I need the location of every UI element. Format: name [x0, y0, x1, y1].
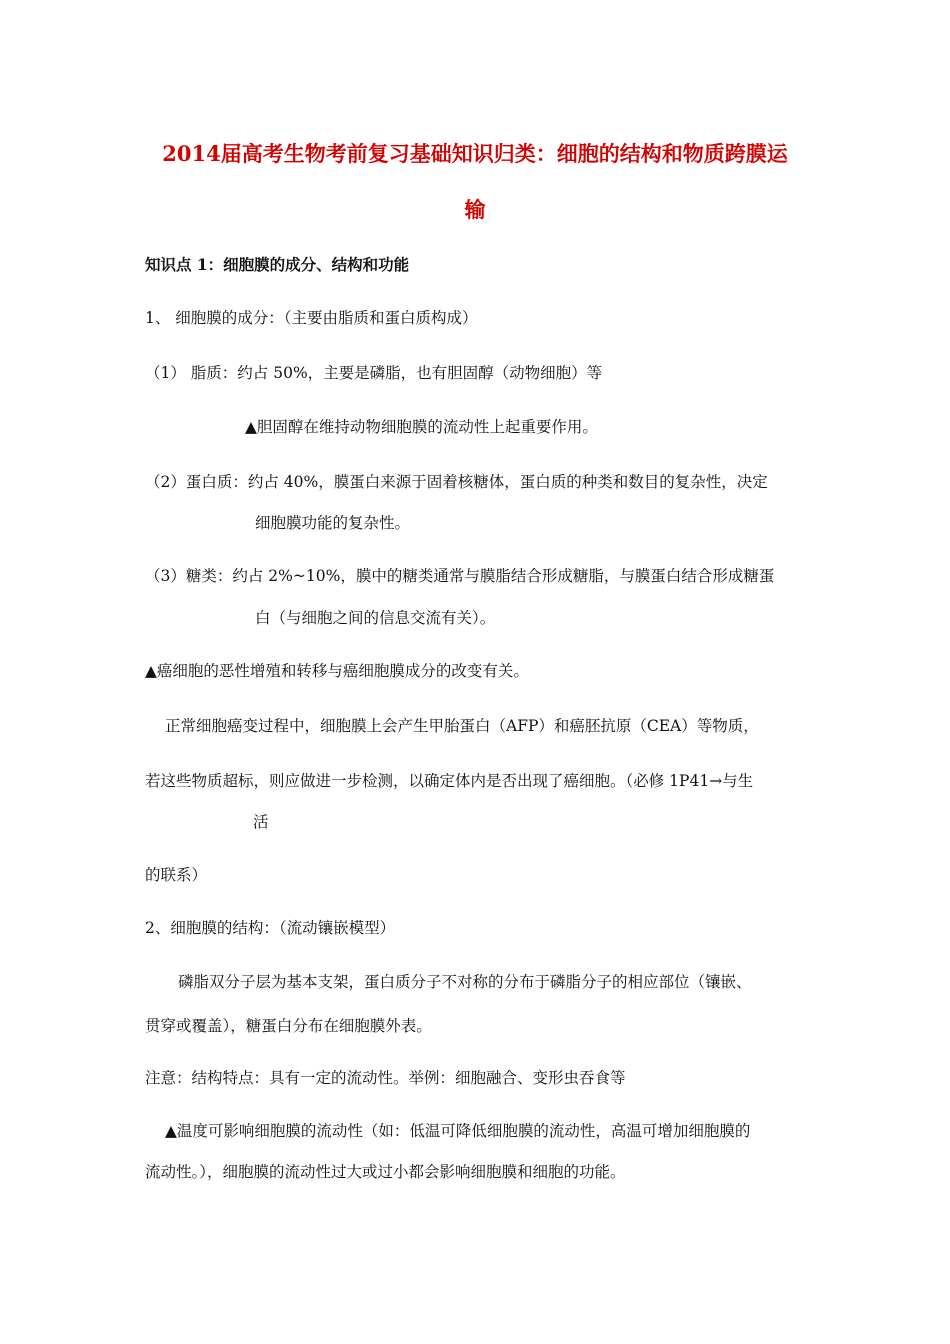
section-heading: 知识点 1：细胞膜的成分、结构和功能 [145, 255, 410, 274]
paragraph-membrane-composition: 1、 细胞膜的成分：（主要由脂质和蛋白质构成） [145, 309, 478, 327]
note-temperature-line2: 流动性。），细胞膜的流动性过大或过小都会影响细胞膜和细胞的功能。 [145, 1163, 626, 1181]
paragraph-proteins-line1: （2）蛋白质：约占 40%，膜蛋白来源于固着核糖体，蛋白质的种类和数目的复杂性，决定 [145, 473, 768, 491]
paragraph-cancer-line1: 正常细胞癌变过程中，细胞膜上会产生甲胎蛋白（AFP）和癌胚抗原（CEA）等物质， [165, 717, 759, 735]
paragraph-bilayer-line2: 贯穿或覆盖），糖蛋白分布在细胞膜外表。 [145, 1017, 432, 1035]
paragraph-cancer-line4: 的联系） [145, 866, 208, 884]
document-title-line1: 2014届高考生物考前复习基础知识归类：细胞的结构和物质跨膜运 [162, 141, 788, 166]
note-cholesterol: ▲胆固醇在维持动物细胞膜的流动性上起重要作用。 [245, 418, 598, 436]
paragraph-cancer-line2: 若这些物质超标，则应做进一步检测，以确定体内是否出现了癌细胞。（必修 1P41→与生 [145, 772, 754, 790]
paragraph-membrane-structure: 2、细胞膜的结构：（流动镶嵌模型） [145, 919, 396, 937]
paragraph-bilayer-line1: 磷脂双分子层为基本支架，蛋白质分子不对称的分布于磷脂分子的相应部位（镶嵌、 [178, 973, 752, 991]
note-cancer-cells: ▲癌细胞的恶性增殖和转移与癌细胞膜成分的改变有关。 [145, 662, 529, 680]
document-title-line2: 输 [464, 197, 486, 222]
paragraph-sugars-line1: （3）糖类：约占 2%~10%，膜中的糖类通常与膜脂结合形成糖脂，与膜蛋白结合形成糖蛋 [145, 567, 775, 585]
note-temperature-line1: ▲温度可影响细胞膜的流动性（如：低温可降低细胞膜的流动性，高温可增加细胞膜的 [165, 1122, 751, 1140]
paragraph-note-fluidity: 注意：结构特点：具有一定的流动性。举例：细胞融合、变形虫吞食等 [145, 1069, 626, 1087]
paragraph-proteins-line2: 细胞膜功能的复杂性。 [255, 514, 411, 532]
paragraph-cancer-line3: 活 [253, 813, 269, 831]
paragraph-lipids: （1） 脂质：约占 50%，主要是磷脂，也有胆固醇（动物细胞）等 [145, 364, 603, 382]
paragraph-sugars-line2: 白（与细胞之间的信息交流有关）。 [255, 609, 496, 627]
